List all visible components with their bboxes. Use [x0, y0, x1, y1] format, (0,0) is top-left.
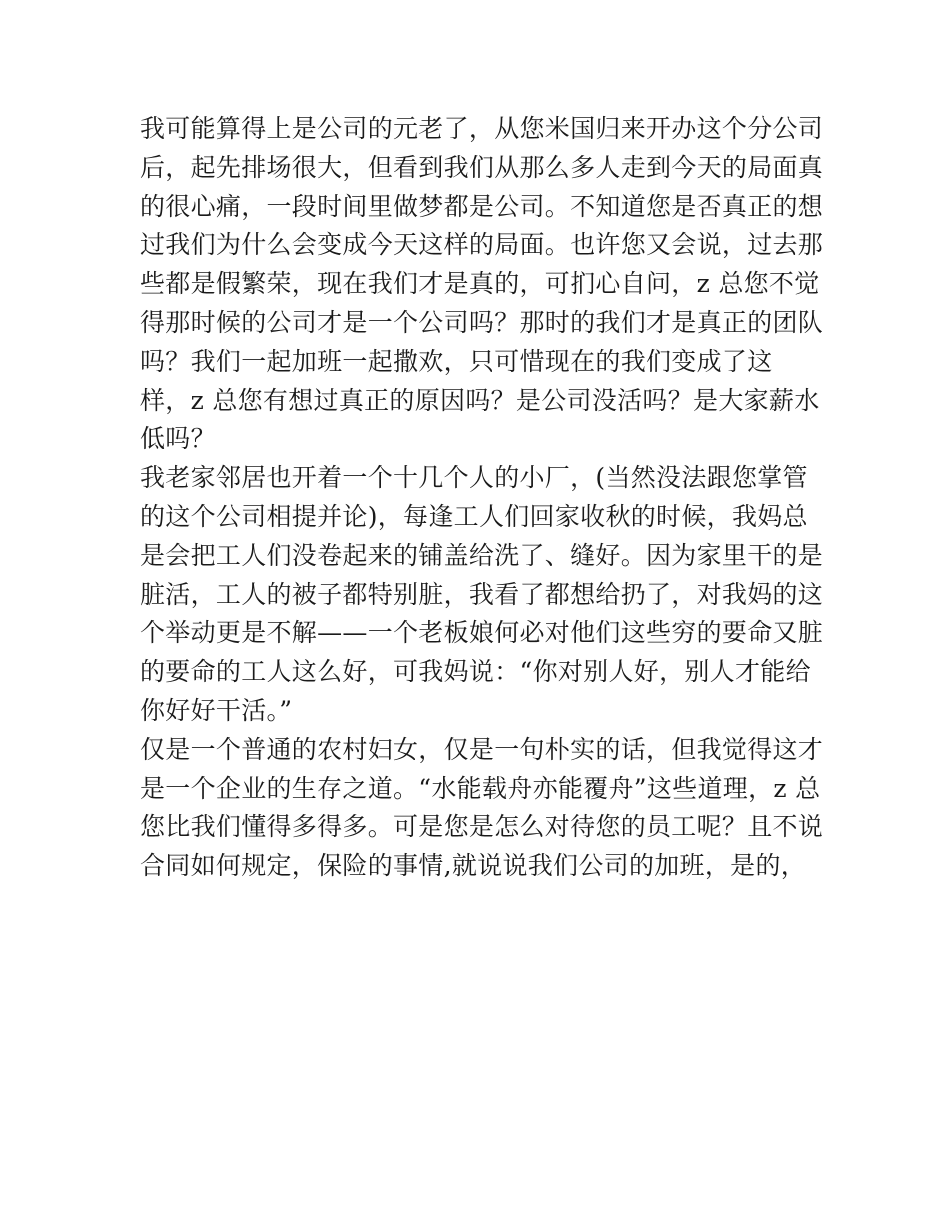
text-line: 的要命的工人这么好，可我妈说：“你对别人好，别人才能给: [140, 657, 811, 687]
text-line: 的这个公司相提并论)，每逢工人们回家收秋的时候，我妈总: [140, 501, 808, 531]
text-line: 是一个企业的生存之道。“水能载舟亦能覆舟”这些道理，z 总: [140, 773, 821, 803]
text-line: 些都是假繁荣，现在我们才是真的，可扪心自问，z 总您不觉: [140, 269, 820, 299]
letter-body: [140, 110, 824, 886]
text-line: 您比我们懂得多得多。可是您是怎么对待您的员工呢？且不说: [140, 812, 824, 842]
text-line: 低吗？: [140, 424, 216, 454]
text-line: 合同如何规定，保险的事情,就说说我们公司的加班，是的，: [140, 851, 807, 881]
text-line: 得那时候的公司才是一个公司吗？那时的我们才是真正的团队: [140, 307, 824, 337]
text-line: 是会把工人们没卷起来的铺盖给洗了、缝好。因为家里干的是: [140, 540, 824, 570]
text-line: 脏活，工人的被子都特别脏，我看了都想给扔了，对我妈的这: [140, 579, 824, 609]
text-line: 的很心痛，一段时间里做梦都是公司。不知道您是否真正的想: [140, 191, 824, 221]
text-line: 样，z 总您有想过真正的原因吗？是公司没活吗？是大家薪水: [140, 385, 820, 415]
text-line: 吗？我们一起加班一起撒欢，只可惜现在的我们变成了这: [140, 346, 773, 376]
text-line: 后，起先排场很大，但看到我们从那么多人走到今天的局面真: [140, 152, 824, 182]
text-line: 仅是一个普通的农村妇女，仅是一句朴实的话，但我觉得这才: [140, 734, 824, 764]
text-line: 你好好干活。”: [140, 695, 293, 725]
text-line: 过我们为什么会变成今天这样的局面。也许您又会说，过去那: [140, 230, 824, 260]
text-line: 我可能算得上是公司的元老了，从您米国归来开办这个分公司: [140, 114, 824, 143]
text-line: 我老家邻居也开着一个十几个人的小厂，(当然没法跟您掌管: [140, 463, 808, 493]
text-line: 个举动更是不解——一个老板娘何必对他们这些穷的要命又脏: [140, 618, 824, 648]
